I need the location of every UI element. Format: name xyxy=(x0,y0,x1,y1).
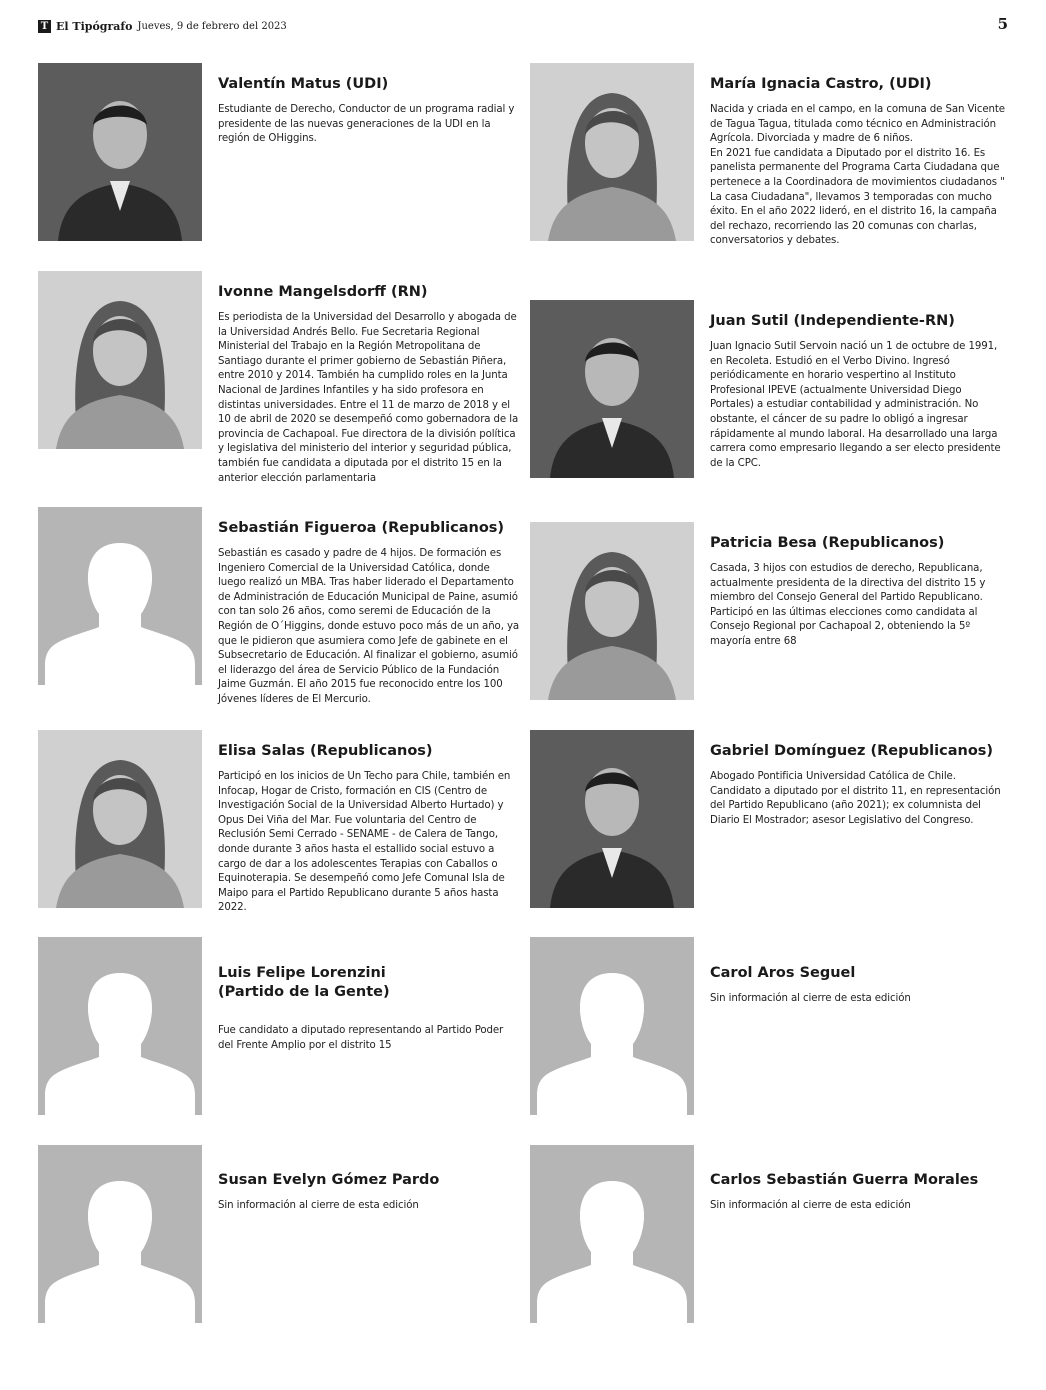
candidate-photo xyxy=(38,271,202,449)
avatar-placeholder xyxy=(38,937,202,1115)
avatar-placeholder xyxy=(38,1145,202,1323)
candidate-name: Susan Evelyn Gómez Pardo xyxy=(218,1172,440,1188)
masthead xyxy=(38,17,287,35)
candidate-photo xyxy=(38,730,202,908)
candidate-bio: Sebastián es casado y padre de 4 hijos. De formación es Ingeniero Comercial de la Universidad Católica, donde luego realizó un MBA. Tras haber liderado el Departamento de Administración de Educación Municipal de Paine, asumió con tan solo 26 años, como seremi de Educación de la Región de O´Higgins, donde estuvo poco más de un año, ya que le pidieron que asumiera como Jefe de gabinete en el Subsecretario de Educación. Al finalizar el gobierno, asumió el liderazgo del área de Servicio Público de la Fundación Jaime Guzmán. El año 2015 fue reconocido entre los 100 Jóvenes líderes de El Mercurio. xyxy=(218,548,520,705)
candidate-bio: Es periodista de la Universidad del Desarrollo y abogada de la Universidad Andrés Bello. Fue Secretaria Regional Ministerial del Trabajo en la Región Metropolitana de Santiago durante el primer gobierno de Sebastián Piñera, entre 2010 y 2014. También ha cumplido roles en la Junta Nacional de Jardines Infantiles y ha sido profesora en distintas universidades. Entre el 11 de marzo de 2018 y el 10 de abril de 2020 se desempeñó como gobernadora de la provincia de Cachapoal. Fue directora de la división política y legislativa del ministerio del interior y seguridad pública, también fue candidata a diputada por el distrito 15 en la anterior elección parlamentaria xyxy=(218,312,519,484)
candidate-name: María Ignacia Castro, (UDI) xyxy=(710,76,932,92)
candidate-name: Ivonne Mangelsdorff (RN) xyxy=(218,284,428,300)
candidate-bio: Nacida y criada en el campo, en la comuna de San Vicente de Tagua Tagua, titulada como técnico en Administración Agrícola. Divorciada y madre de 6 niños. En 2021 fue candidata a Diputado por el distrito 16. Es panelista permanente del Programa Carta Ciudadana que pertenece a la Coordinadora de movimientos ciudadanos " La casa Ciudadana", llevamos 3 temporadas con mucho éxito. En el año 2022 lideró, en el distrito 16, la campaña del rechazo, recorriendo las 20 comunas con charlas, conversatorios y debates. xyxy=(710,104,1005,247)
page-number: 5 xyxy=(997,15,1008,33)
candidate-name: Sebastián Figueroa (Republicanos) xyxy=(218,520,505,536)
candidate-photo xyxy=(530,300,694,478)
candidate-bio: Estudiante de Derecho, Conductor de un programa radial y presidente de las nuevas generaciones de la UDI en la región de OHiggins. xyxy=(218,104,515,145)
candidate-bio: Sin información al cierre de esta edición xyxy=(710,1200,911,1211)
candidate-photo xyxy=(530,63,694,241)
candidate-bio: Sin información al cierre de esta edición xyxy=(710,993,911,1004)
candidate-name: Elisa Salas (Republicanos) xyxy=(218,743,433,759)
candidate-bio: Participó en los inicios de Un Techo para Chile, también en Infocap, Hogar de Cristo, formación en CIS (Centro de Investigación Social de la Universidad Alberto Hurtado) y Opus Dei Viña del Mar. Fue voluntaria del Centro de Reclusión Semi Cerrado - SENAME - de Calera de Tango, donde durante 3 años hasta el estallido social estuvo a cargo de dar a los adolescentes Terapias con Caballos o Equinoterapia. Se desempeñó como Jefe Comunal Isla de Maipo para el Partido Republicano durante 5 años hasta 2022. xyxy=(218,771,511,914)
publication-logo: T xyxy=(38,20,51,33)
issue-date: Jueves, 9 de febrero del 2023 xyxy=(137,20,287,32)
candidate-name: Luis Felipe Lorenzini (Partido de la Gente) xyxy=(218,965,390,1000)
candidate-name: Carlos Sebastián Guerra Morales xyxy=(710,1172,979,1188)
candidate-name: Patricia Besa (Republicanos) xyxy=(710,535,945,551)
candidate-bio: Juan Ignacio Sutil Servoin nació un 1 de octubre de 1991, en Recoleta. Estudió en el Verbo Divino. Ingresó periódicamente en horario vespertino al Instituto Profesional IPEVE (actualmente Universidad Diego Portales) a estudiar contabilidad y administración. No obstante, el cáncer de su padre lo obligó a ingresar rápidamente al mundo laboral. Ha desarrollado una larga carrera como empresario llegando a ser electo presidente de la CPC. xyxy=(710,341,1001,469)
candidate-bio: Sin información al cierre de esta edición xyxy=(218,1200,419,1211)
candidate-name: Valentín Matus (UDI) xyxy=(218,76,389,92)
candidate-name: Gabriel Domínguez (Republicanos) xyxy=(710,743,994,759)
avatar-placeholder xyxy=(38,507,202,685)
candidate-bio: Abogado Pontificia Universidad Católica de Chile. Candidato a diputado por el distrito 11, en representación del Partido Republicano (año 2021); ex columnista del Diario El Mostrador; asesor Legislativo del Congreso. xyxy=(710,771,1001,826)
candidate-photo xyxy=(38,63,202,241)
candidate-photo xyxy=(530,730,694,908)
publication-name: El Tipógrafo xyxy=(56,19,133,33)
avatar-placeholder xyxy=(530,937,694,1115)
candidate-bio: Casada, 3 hijos con estudios de derecho, Republicana, actualmente presidenta de la directiva del distrito 15 y miembro del Consejo General del Partido Republicano. Participó en las últimas elecciones como candidata al Consejo Regional por Cachapoal 2, obteniendo la 5º mayoría entre 68 xyxy=(710,563,986,647)
candidate-name: Juan Sutil (Independiente-RN) xyxy=(710,313,955,329)
candidate-bio: Fue candidato a diputado representando al Partido Poder del Frente Amplio por el distrito 15 xyxy=(218,1025,504,1051)
candidate-name: Carol Aros Seguel xyxy=(710,965,856,981)
candidate-photo xyxy=(530,522,694,700)
avatar-placeholder xyxy=(530,1145,694,1323)
